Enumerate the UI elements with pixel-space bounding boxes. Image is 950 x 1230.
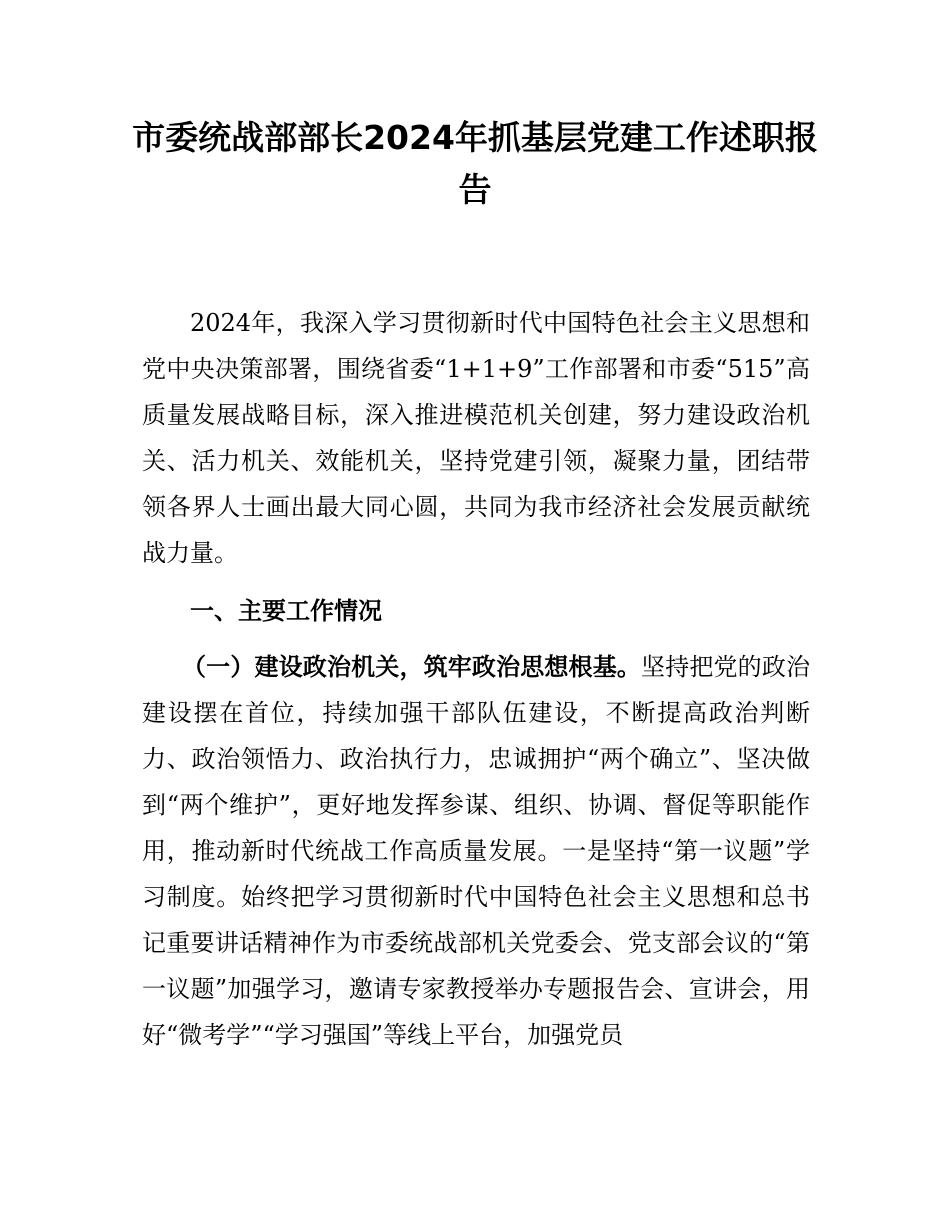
subsection-body: 坚持把党的政治建设摆在首位，持续加强干部队伍建设，不断提高政治判断力、政治领悟力、政治执行力，忠诚拥护“两个确立”、坚决做到“两个维护”，更好地发挥参谋、组织、协调、督促等职能作用，推动新时代统战工作高质量发展。一是坚持“第一议题”学习制度。始终把学习贯彻新时代中国特色社会主义思想和总书记重要讲话精神作为市委统战部机关党委会、党支部会议的“第一议题”加强学习，邀请专家教授举办专题报告会、宣讲会，用好“微考学”“学习强国”等线上平台，加强党员 [142,653,811,1049]
intro-paragraph: 2024年，我深入学习贯彻新时代中国特色社会主义思想和党中央决策部署，围绕省委“1+1+9”工作部署和市委“515”高质量发展战略目标，深入推进模范机关创建，努力建设政治机关、活力机关、效能机关，坚持党建引领，凝聚力量，团结带领各界人士画出最大同心圆，共同为我市经济社会发展贡献统战力量。 [142,309,810,567]
subsection-paragraph [142,644,810,1058]
section-heading: 一、主要工作情况 [190,597,382,625]
subsection-lead: （一）建设政治机关，筑牢政治思想根基。 [182,653,642,681]
document-body [142,300,810,1058]
document-title: 市委统战部部长2024年抓基层党建工作述职报告 [132,118,818,209]
